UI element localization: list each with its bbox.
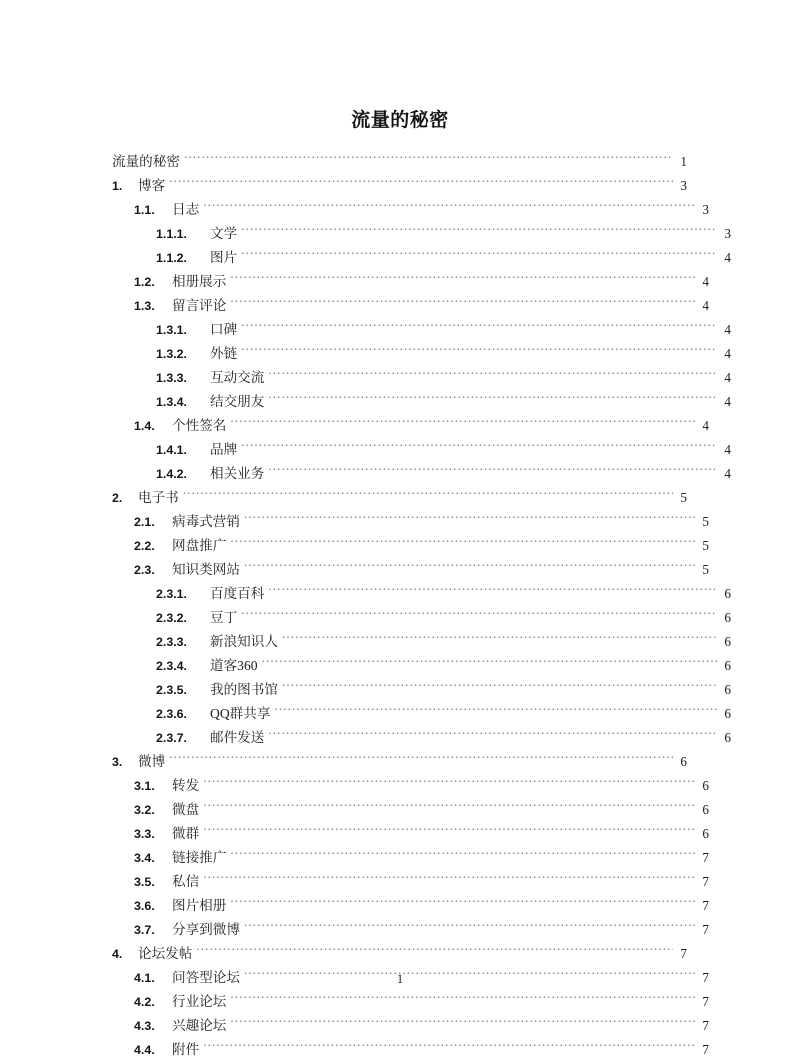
toc-entry-label: 百度百科	[210, 586, 265, 601]
toc-entry-page-number: 3	[680, 178, 687, 193]
toc-entry-number: 1.1.2.	[156, 251, 188, 265]
toc-entry-label: 豆丁	[210, 610, 238, 625]
toc-entry-label: 相册展示	[172, 274, 227, 289]
toc-entry-label: 我的图书馆	[210, 682, 278, 697]
toc-entry-label: 知识类网站	[172, 562, 240, 577]
toc-dot-leader	[184, 152, 673, 166]
toc-entry-label: 电子书	[138, 490, 179, 505]
toc-entry-label: 博客	[138, 178, 166, 193]
page-title: 流量的秘密	[351, 110, 449, 131]
toc-dot-leader	[268, 584, 717, 598]
toc-entry-page-number: 1	[680, 154, 687, 169]
toc-entry[interactable]	[112, 702, 731, 726]
toc-entry-number: 2.3.	[134, 563, 155, 577]
toc-entry-number: 2.3.7.	[156, 731, 188, 745]
toc-entry-number: 3.4.	[134, 851, 155, 865]
toc-dot-leader	[230, 992, 695, 1006]
toc-dot-leader	[203, 824, 695, 838]
toc-entry-label: 互动交流	[210, 370, 265, 385]
toc-entry-label: 图片	[210, 250, 238, 265]
toc-entry-number: 1.	[112, 179, 123, 193]
toc-entry-number: 3.	[112, 755, 123, 769]
toc-entry-page-number: 4	[724, 370, 731, 385]
toc-entry-number: 3.2.	[134, 803, 155, 817]
toc-entry-page-number: 3	[724, 226, 731, 241]
toc-entry[interactable]	[112, 150, 687, 174]
toc-dot-leader	[268, 392, 717, 406]
toc-entry[interactable]	[112, 606, 731, 630]
toc-entry-number: 3.5.	[134, 875, 155, 889]
toc-entry-page-number: 6	[702, 778, 709, 793]
toc-entry-label: 分享到微博	[172, 922, 240, 937]
toc-entry[interactable]	[112, 894, 709, 918]
toc-dot-leader	[203, 1040, 695, 1054]
toc-dot-leader	[244, 512, 695, 526]
toc-dot-leader	[268, 368, 717, 382]
toc-entry-number: 2.2.	[134, 539, 155, 553]
toc-entry[interactable]	[112, 270, 709, 294]
toc-entry-label: 网盘推广	[172, 538, 227, 553]
toc-entry[interactable]	[112, 438, 731, 462]
toc-entry-page-number: 4	[724, 442, 731, 457]
toc-dot-leader	[203, 200, 695, 214]
toc-entry-number: 1.3.3.	[156, 371, 188, 385]
toc-entry[interactable]	[112, 294, 709, 318]
toc-entry-number: 3.1.	[134, 779, 155, 793]
toc-dot-leader	[169, 176, 673, 190]
toc-entry-label: 邮件发送	[210, 730, 265, 745]
toc-entry-number: 2.3.1.	[156, 587, 188, 601]
toc-entry-page-number: 6	[724, 706, 731, 721]
toc-entry[interactable]	[112, 558, 709, 582]
toc-entry-page-number: 7	[702, 922, 709, 937]
toc-entry-number: 1.4.2.	[156, 467, 188, 481]
toc-dot-leader	[241, 248, 717, 262]
toc-entry-label: 兴趣论坛	[172, 1018, 227, 1033]
toc-entry[interactable]	[112, 990, 709, 1014]
toc-dot-leader	[282, 680, 717, 694]
toc-entry-label: 行业论坛	[172, 994, 227, 1009]
toc-entry-number: 1.4.1.	[156, 443, 188, 457]
toc-entry[interactable]	[112, 582, 731, 606]
toc-entry[interactable]	[112, 822, 709, 846]
toc-dot-leader	[230, 1016, 695, 1030]
toc-entry-label: 口碑	[210, 322, 238, 337]
toc-entry[interactable]	[112, 366, 731, 390]
toc-entry-label: 链接推广	[172, 850, 227, 865]
toc-entry-number: 1.1.	[134, 203, 155, 217]
toc-entry-number: 2.3.3.	[156, 635, 188, 649]
toc-entry-number: 2.3.6.	[156, 707, 188, 721]
toc-entry-page-number: 7	[702, 874, 709, 889]
toc-dot-leader	[241, 440, 717, 454]
toc-entry-page-number: 5	[702, 538, 709, 553]
toc-entry-number: 3.6.	[134, 899, 155, 913]
toc-entry-label: 留言评论	[172, 298, 227, 313]
toc-entry-page-number: 6	[724, 634, 731, 649]
toc-dot-leader	[230, 896, 695, 910]
toc-entry-label: 文学	[210, 226, 238, 241]
toc-dot-leader	[230, 536, 695, 550]
toc-entry[interactable]	[112, 486, 687, 510]
toc-entry-label: 微盘	[172, 802, 200, 817]
toc-entry-page-number: 4	[724, 466, 731, 481]
toc-entry-number: 2.3.5.	[156, 683, 188, 697]
toc-entry[interactable]	[112, 726, 731, 750]
toc-entry-page-number: 7	[702, 970, 709, 985]
toc-dot-leader	[244, 560, 695, 574]
toc-entry[interactable]	[112, 198, 709, 222]
toc-entry-number: 1.3.1.	[156, 323, 188, 337]
toc-entry[interactable]	[112, 678, 731, 702]
toc-dot-leader	[183, 488, 673, 502]
toc-entry-label: 品牌	[210, 442, 238, 457]
toc-entry-label: 转发	[172, 778, 200, 793]
toc-entry-number: 4.	[112, 947, 123, 961]
toc-entry-label: 私信	[172, 874, 200, 889]
toc-entry-number: 4.4.	[134, 1043, 155, 1057]
toc-entry[interactable]	[112, 846, 709, 870]
toc-entry-label: 附件	[172, 1042, 200, 1057]
toc-entry[interactable]	[112, 870, 709, 894]
toc-dot-leader	[203, 872, 695, 886]
toc-entry[interactable]	[112, 1014, 709, 1038]
toc-dot-leader	[282, 632, 717, 646]
toc-entry[interactable]	[112, 318, 731, 342]
toc-entry[interactable]	[112, 342, 731, 366]
toc-entry-page-number: 5	[702, 562, 709, 577]
toc-entry-page-number: 7	[680, 946, 687, 961]
toc-entry-page-number: 5	[680, 490, 687, 505]
toc-entry-page-number: 7	[702, 898, 709, 913]
toc-entry-number: 1.3.2.	[156, 347, 188, 361]
toc-dot-leader	[230, 416, 695, 430]
toc-entry-page-number: 4	[724, 250, 731, 265]
toc-entry-page-number: 6	[680, 754, 687, 769]
toc-entry-label: 病毒式营销	[172, 514, 240, 529]
toc-entry[interactable]	[112, 630, 731, 654]
toc-dot-leader	[274, 704, 717, 718]
toc-entry[interactable]	[112, 510, 709, 534]
toc-entry[interactable]	[112, 774, 709, 798]
toc-entry[interactable]	[112, 462, 731, 486]
toc-entry[interactable]	[112, 174, 687, 198]
toc-entry-page-number: 6	[724, 610, 731, 625]
toc-entry-label: 问答型论坛	[172, 970, 240, 985]
toc-entry[interactable]	[112, 1038, 709, 1062]
toc-entry-number: 2.1.	[134, 515, 155, 529]
toc-entry-label: 日志	[172, 202, 200, 217]
toc-entry-label: 结交朋友	[210, 394, 265, 409]
toc-entry-label: 微博	[138, 754, 166, 769]
toc-entry-page-number: 6	[702, 802, 709, 817]
toc-entry-label: 微群	[172, 826, 200, 841]
toc-entry-page-number: 7	[702, 1018, 709, 1033]
toc-entry-page-number: 4	[702, 298, 709, 313]
toc-entry-page-number: 7	[702, 850, 709, 865]
toc-dot-leader	[241, 320, 717, 334]
toc-entry-number: 1.3.4.	[156, 395, 188, 409]
toc-entry-page-number: 7	[702, 994, 709, 1009]
toc-entry-label: 个性签名	[172, 418, 227, 433]
page-number-footer: 1	[396, 972, 404, 986]
toc-dot-leader	[241, 224, 717, 238]
toc-entry-label: 图片相册	[172, 898, 227, 913]
toc-entry-page-number: 4	[724, 394, 731, 409]
toc-entry-page-number: 3	[702, 202, 709, 217]
toc-dot-leader	[196, 944, 673, 958]
toc-entry[interactable]	[112, 390, 731, 414]
toc-entry-label: 论坛发帖	[138, 946, 193, 961]
toc-entry-page-number: 6	[724, 586, 731, 601]
toc-dot-leader	[268, 464, 717, 478]
toc-entry-label: 道客360	[210, 658, 258, 673]
toc-entry[interactable]	[112, 798, 709, 822]
toc-entry-number: 3.3.	[134, 827, 155, 841]
toc-entry-page-number: 6	[724, 730, 731, 745]
toc-dot-leader	[241, 344, 717, 358]
toc-entry-page-number: 4	[702, 418, 709, 433]
toc-dot-leader	[230, 272, 695, 286]
toc-entry[interactable]	[112, 942, 687, 966]
toc-entry-number: 4.2.	[134, 995, 155, 1009]
toc-entry-label: 外链	[210, 346, 238, 361]
toc-dot-leader	[169, 752, 673, 766]
toc-dot-leader	[241, 608, 717, 622]
toc-entry-page-number: 4	[724, 322, 731, 337]
toc-entry-page-number: 6	[702, 826, 709, 841]
toc-entry-number: 3.7.	[134, 923, 155, 937]
toc-entry-page-number: 6	[724, 682, 731, 697]
toc-entry-page-number: 7	[702, 1042, 709, 1057]
toc-entry-page-number: 5	[702, 514, 709, 529]
toc-entry-label: 流量的秘密	[112, 154, 180, 169]
toc-entry-number: 1.4.	[134, 419, 155, 433]
toc-dot-leader	[230, 296, 695, 310]
toc-dot-leader	[230, 848, 695, 862]
toc-entry-number: 2.3.4.	[156, 659, 188, 673]
toc-entry[interactable]	[112, 246, 731, 270]
toc-dot-leader	[262, 656, 717, 670]
toc-dot-leader	[268, 728, 717, 742]
toc-entry-number: 1.3.	[134, 299, 155, 313]
toc-entry-number: 2.	[112, 491, 123, 505]
table-of-contents	[112, 150, 731, 1062]
toc-entry-number: 2.3.2.	[156, 611, 188, 625]
toc-dot-leader	[244, 920, 695, 934]
toc-entry-number: 1.1.1.	[156, 227, 188, 241]
toc-entry-number: 1.2.	[134, 275, 155, 289]
toc-entry[interactable]	[112, 750, 687, 774]
toc-entry[interactable]	[112, 534, 709, 558]
toc-entry-label: QQ群共享	[210, 706, 271, 721]
toc-entry-number: 4.1.	[134, 971, 155, 985]
toc-entry-page-number: 4	[702, 274, 709, 289]
toc-entry-label: 相关业务	[210, 466, 265, 481]
toc-entry[interactable]	[112, 414, 709, 438]
toc-entry[interactable]	[112, 222, 731, 246]
toc-entry[interactable]	[112, 918, 709, 942]
toc-dot-leader	[203, 776, 695, 790]
toc-entry-page-number: 6	[724, 658, 731, 673]
toc-dot-leader	[203, 800, 695, 814]
toc-entry-label: 新浪知识人	[210, 634, 278, 649]
toc-entry-number: 4.3.	[134, 1019, 155, 1033]
toc-entry-page-number: 4	[724, 346, 731, 361]
toc-entry[interactable]	[112, 654, 731, 678]
